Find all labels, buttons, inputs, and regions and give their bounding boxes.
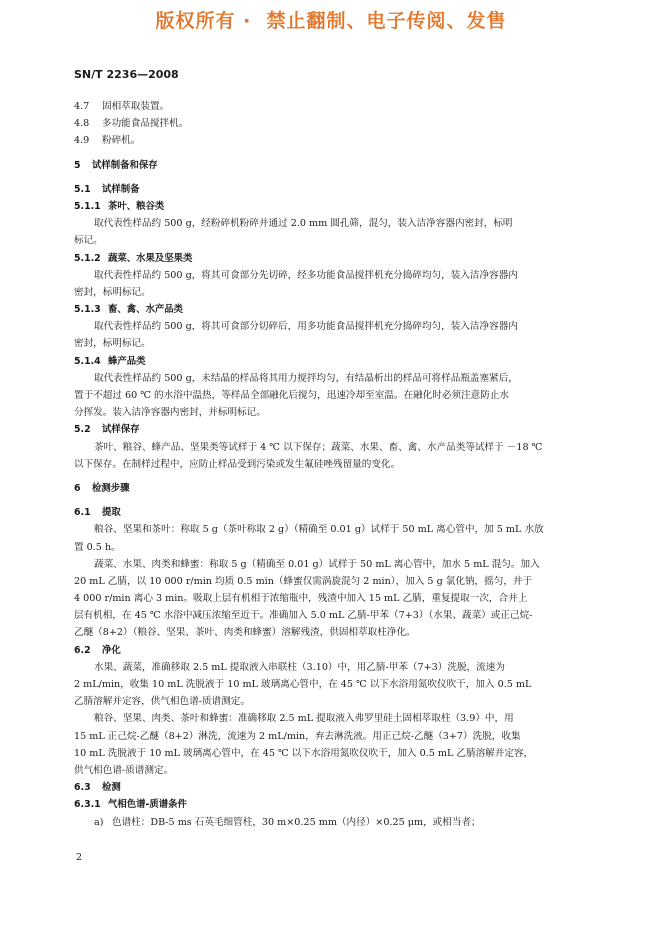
paragraph-line: 4 000 r/min 离心 3 min。吸取上层有机相于浓缩瓶中，残渣中加入 15 mL 乙腈，重复提取一次，合并上 [74,593,528,605]
paragraph-line: 粮谷、坚果和茶叶：称取 5 g（茶叶称取 2 g）（精确至 0.01 g）试样于 50 mL 离心管中，加 5 mL 水放 [94,524,544,536]
paragraph-line: 取代表性样品约 500 g，未结晶的样品将其用力搅拌均匀，有结晶析出的样品可将样品瓶盖塞紧后， [94,372,518,384]
paragraph-line: 2 mL/min，收集 10 mL 洗脱液于 10 mL 玻璃离心管中，在 45 ℃ 以下水浴用氮吹仪吹干，加入 0.5 mL [74,679,532,690]
watermark: 版权所有 · 禁止翻制、电子传阅、发售 [155,10,507,32]
paragraph-line: 层有机相，在 45 ℃ 水浴中减压浓缩至近干。准确加入 5.0 mL 乙腈-甲苯（7+3）（水果、蔬菜）或正己烷- [74,610,533,622]
section-heading-5: 5 试样制备和保存 [74,159,158,171]
section-heading-5-1: 5.1 试样制备 [74,183,140,195]
paragraph-line: 取代表性样品约 500 g，经粉碎机粉碎并通过 2.0 mm 圆孔筛，混匀，装入洁净容器内密封，标明 [94,218,513,230]
paragraph-line: 茶叶、粮谷、蜂产品、坚果类等试样于 4 ℃ 以下保存；蔬菜、水果、畜、禽、水产品类等试样于 －18 ℃ [94,441,543,453]
list-item: 4.7 固相萃取装置。 [74,101,170,112]
section-heading-6-3-1: 6.3.1 气相色谱-质谱条件 [74,799,187,811]
section-heading-5-1-3: 5.1.3 畜、禽、水产品类 [74,304,184,316]
paragraph-line: 乙腈溶解并定容，供气相色谱-质谱测定。 [74,696,250,708]
section-heading-5-1-2: 5.1.2 蔬菜、水果及坚果类 [74,252,193,264]
paragraph-line: 密封，标明标记。 [74,338,151,350]
paragraph-line: 密封，标明标记。 [74,286,151,298]
paragraph-line: 取代表性样品约 500 g，将其可食部分切碎后，用多功能食品搅拌机充分捣碎均匀，装入洁净容器内 [94,321,518,333]
paragraph-line: 置于不超过 60 ℃ 的水浴中温热，等样品全部融化后搅匀，迅速冷却至室温。在融化时必须注意防止水 [74,390,510,401]
paragraph-line: 15 mL 正己烷-乙醚（8+2）淋洗，流速为 2 mL/min，弃去淋洗液。用正己烷-乙醚（3+7）洗脱，收集 [74,730,521,742]
section-heading-6-3: 6.3 检测 [74,782,121,794]
paragraph-line: 乙醚（8+2）（粮谷、坚果、茶叶、肉类和蜂蜜）溶解残渣，供固相萃取柱净化。 [74,627,416,639]
paragraph-line: 20 mL 乙腈，以 10 000 r/min 均质 0.5 min（蜂蜜仅需涡旋混匀 2 min），加入 5 g 氯化钠，摇匀，并于 [74,575,533,587]
paragraph-line: 供气相色谱-质谱测定。 [74,764,174,776]
paragraph-line: 标记。 [74,235,103,247]
paragraph-line: 10 mL 洗脱液于 10 mL 玻璃离心管中，在 45 ℃ 以下水浴用氮吹仪吹干，加入 0.5 mL 乙腈溶解并定容， [74,747,534,759]
paragraph-line: 水果、蔬菜，准确移取 2.5 mL 提取液入串联柱（3.10）中，用乙腈-甲苯（7+3）洗脱，流速为 [94,661,505,673]
section-heading-6-2: 6.2 净化 [74,644,121,656]
section-heading-5-1-1: 5.1.1 茶叶、粮谷类 [74,200,165,212]
list-item: 4.8 多功能食品搅拌机。 [74,118,189,130]
section-heading-6-1: 6.1 提取 [74,507,121,519]
paragraph-line: 蔬菜、水果、肉类和蜂蜜：称取 5 g（精确至 0.01 g）试样于 50 mL 离心管中，加水 5 mL 混匀。加入 [94,558,540,570]
section-heading-5-2: 5.2 试样保存 [74,424,140,436]
page-number: 2 [76,852,83,863]
standard-code: SN/T 2236—2008 [74,68,179,81]
paragraph-line: 分挥发。装入洁净容器内密封，并标明标记。 [74,407,266,419]
document-body [74,98,594,831]
paragraph-line: 粮谷、坚果、肉类、茶叶和蜂蜜：准确移取 2.5 mL 提取液入弗罗里硅土固相萃取柱（3.9）中，用 [94,713,514,725]
paragraph-line: 以下保存。在制样过程中，应防止样品受到污染或发生氟硅唑残留量的变化。 [74,458,401,470]
list-item: 4.9 粉碎机。 [74,135,141,147]
section-heading-6: 6 检测步骤 [74,482,130,494]
paragraph-line: 置 0.5 h。 [74,541,121,553]
section-heading-5-1-4: 5.1.4 蜂产品类 [74,355,146,367]
list-item: a) 色谱柱：DB-5 ms 石英毛细管柱，30 m×0.25 mm（内径）×0.25 μm，或相当者； [94,816,481,828]
paragraph-line: 取代表性样品约 500 g，将其可食部分先切碎，经多功能食品搅拌机充分捣碎均匀，装入洁净容器内 [94,269,518,281]
